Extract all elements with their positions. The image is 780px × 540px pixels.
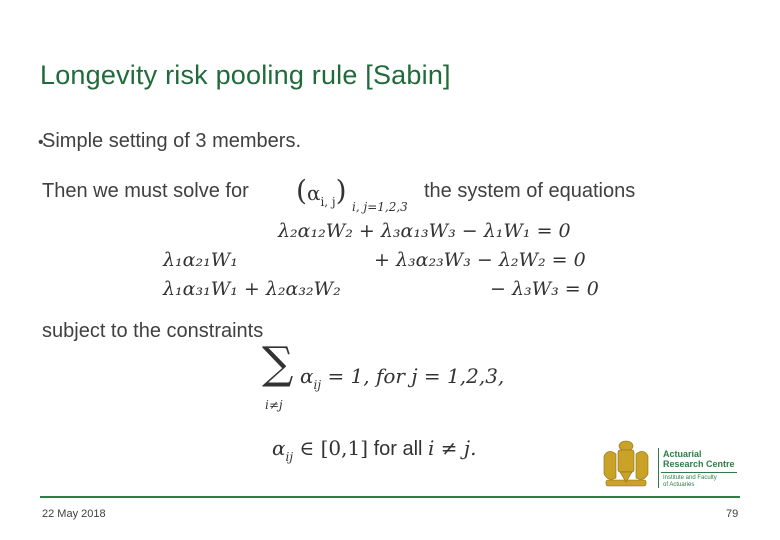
bullet-marker: • [38, 134, 44, 151]
constraint-2-sub: ij [285, 450, 294, 464]
setting-text: Simple setting of 3 members. [42, 130, 301, 152]
paren-group: $(\alpha_{i, j})$ [296, 174, 347, 209]
equation-3-left: λ₁α₃₁W₁ + λ₂α₃₂W₂ [163, 278, 341, 300]
constraint-2-end: i ≠ j. [428, 436, 477, 460]
constraint-2-alpha: α [272, 436, 286, 460]
constraint-1-alpha: α [300, 364, 314, 388]
logo-rule [661, 472, 737, 473]
alpha-subscript-range: i, j=1,2,3 [352, 200, 408, 214]
sum-index: i≠j [265, 398, 283, 412]
constraint-2 [272, 436, 477, 464]
equation-1: λ₂α₁₂W₂ + λ₃α₁₃W₃ − λ₁W₁ = 0 [278, 220, 571, 242]
constraint-2-interval: ∈ [0,1] [299, 436, 369, 460]
footer-date: 22 May 2018 [42, 508, 106, 520]
constraints-heading: subject to the constraints [42, 320, 264, 342]
equation-3-right: − λ₃W₃ = 0 [490, 278, 599, 300]
constraint-1 [300, 364, 505, 392]
logo-divider [658, 448, 659, 488]
logo-line-2: Research Centre [663, 459, 735, 469]
constraint-2-text: for all [368, 438, 429, 460]
logo-sub-1: Institute and Faculty [663, 475, 717, 481]
equation-2-right: + λ₃α₂₃W₃ − λ₂W₂ = 0 [374, 249, 586, 271]
page-number: 79 [726, 508, 739, 520]
sum-symbol: ∑ [262, 338, 294, 389]
logo-sub-2: of Actuaries [663, 482, 695, 488]
logo-line-1: Actuarial [663, 449, 702, 459]
slide-title: Longevity risk pooling rule [Sabin] [40, 60, 451, 90]
system-text: the system of equations [424, 180, 636, 202]
logo-title [663, 449, 735, 469]
constraint-1-sub: ij [313, 378, 322, 392]
footer-divider [40, 496, 740, 498]
equation-2-left: λ₁α₂₁W₁ [163, 249, 238, 271]
logo-subtitle [663, 475, 717, 489]
constraint-1-rest: = 1, for j = 1,2,3, [327, 364, 505, 388]
solve-text: Then we must solve for [42, 180, 249, 202]
